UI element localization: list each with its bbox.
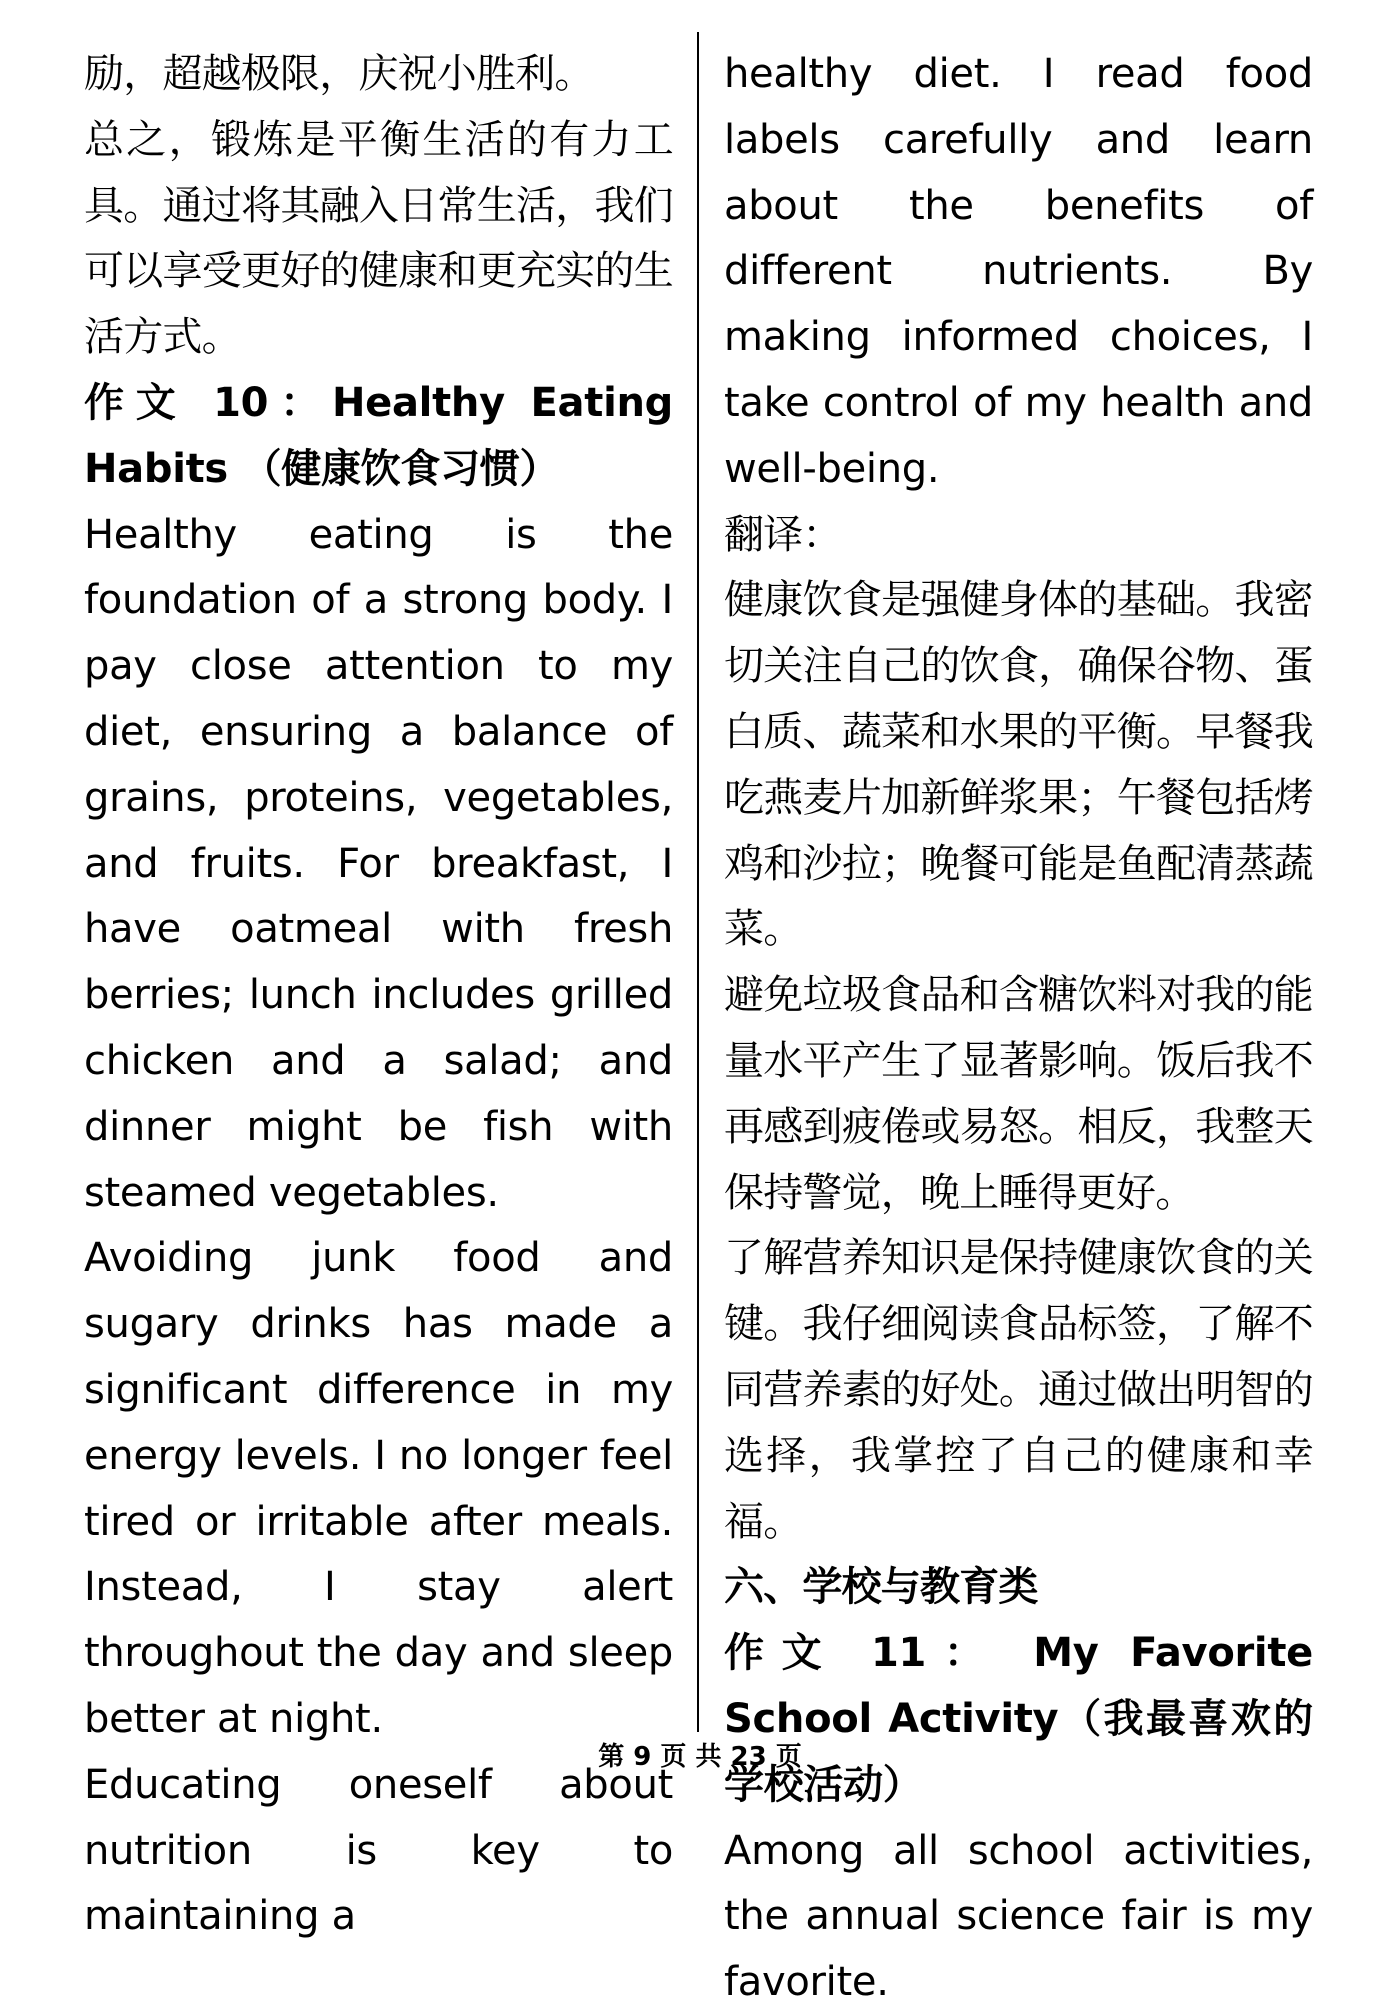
column-divider <box>697 32 699 1732</box>
right-paragraph-2: Among all school activities, the annual science fair is my favorite. <box>724 1827 1313 2006</box>
left-paragraph-4: Avoiding junk food and sugary drinks has made a significant difference in my energy levels. I no longer feel tired or irritable after meals. Instead, I stay alert throughout the day and sleep better at night. <box>84 1235 673 1742</box>
right-paragraph-1: healthy diet. I read food labels carefully and learn about the benefits of different nutrients. By making informed choices, I take control of my health and well-being. <box>724 51 1313 492</box>
right-column <box>724 42 1313 2016</box>
left-paragraph-5: Educating oneself about nutrition is key to maintaining a <box>84 1761 673 1940</box>
translation-paragraph-3: 了解营养知识是保持健康饮食的关键。我仔细阅读食品标签，了解不同营养素的好处。通过做出明智的选择，我掌控了自己的健康和幸福。 <box>724 1235 1313 1545</box>
left-paragraph-2: 总之，锻炼是平衡生活的有力工具。通过将其融入日常生活，我们可以享受更好的健康和更充实的生活方式。 <box>84 116 673 361</box>
page-number: 第 9 页 共 23 页 <box>598 1742 802 1772</box>
essay-10-heading: 作文 10：Healthy Eating Habits （健康饮食习惯） <box>84 379 673 492</box>
left-paragraph-3: Healthy eating is the foundation of a strong body. I pay close attention to my diet, ensuring a balance of grains, proteins, vegetables, and fruits. For breakfast, I have oatmeal with fresh berries; lunch includes grilled chicken and a salad; and dinner might be fish with steamed vegetables. <box>84 511 673 1216</box>
left-column <box>84 42 673 1950</box>
translation-label: 翻译： <box>724 511 842 558</box>
left-paragraph-1: 励，超越极限，庆祝小胜利。 <box>84 51 594 97</box>
translation-paragraph-2: 避免垃圾食品和含糖饮料对我的能量水平产生了显著影响。饭后我不再感到疲倦或易怒。相反，我整天保持警觉，晚上睡得更好。 <box>724 972 1313 1216</box>
section-6-heading: 六、学校与教育类 <box>724 1564 1038 1611</box>
translation-paragraph-1: 健康饮食是强健身体的基础。我密切关注自己的饮食，确保谷物、蛋白质、蔬菜和水果的平衡。早餐我吃燕麦片加新鲜浆果；午餐包括烤鸡和沙拉；晚餐可能是鱼配清蒸蔬菜。 <box>724 577 1313 953</box>
essay-11-heading: 作文 11： My Favorite School Activity（我最喜欢的学校活动） <box>724 1630 1313 1808</box>
